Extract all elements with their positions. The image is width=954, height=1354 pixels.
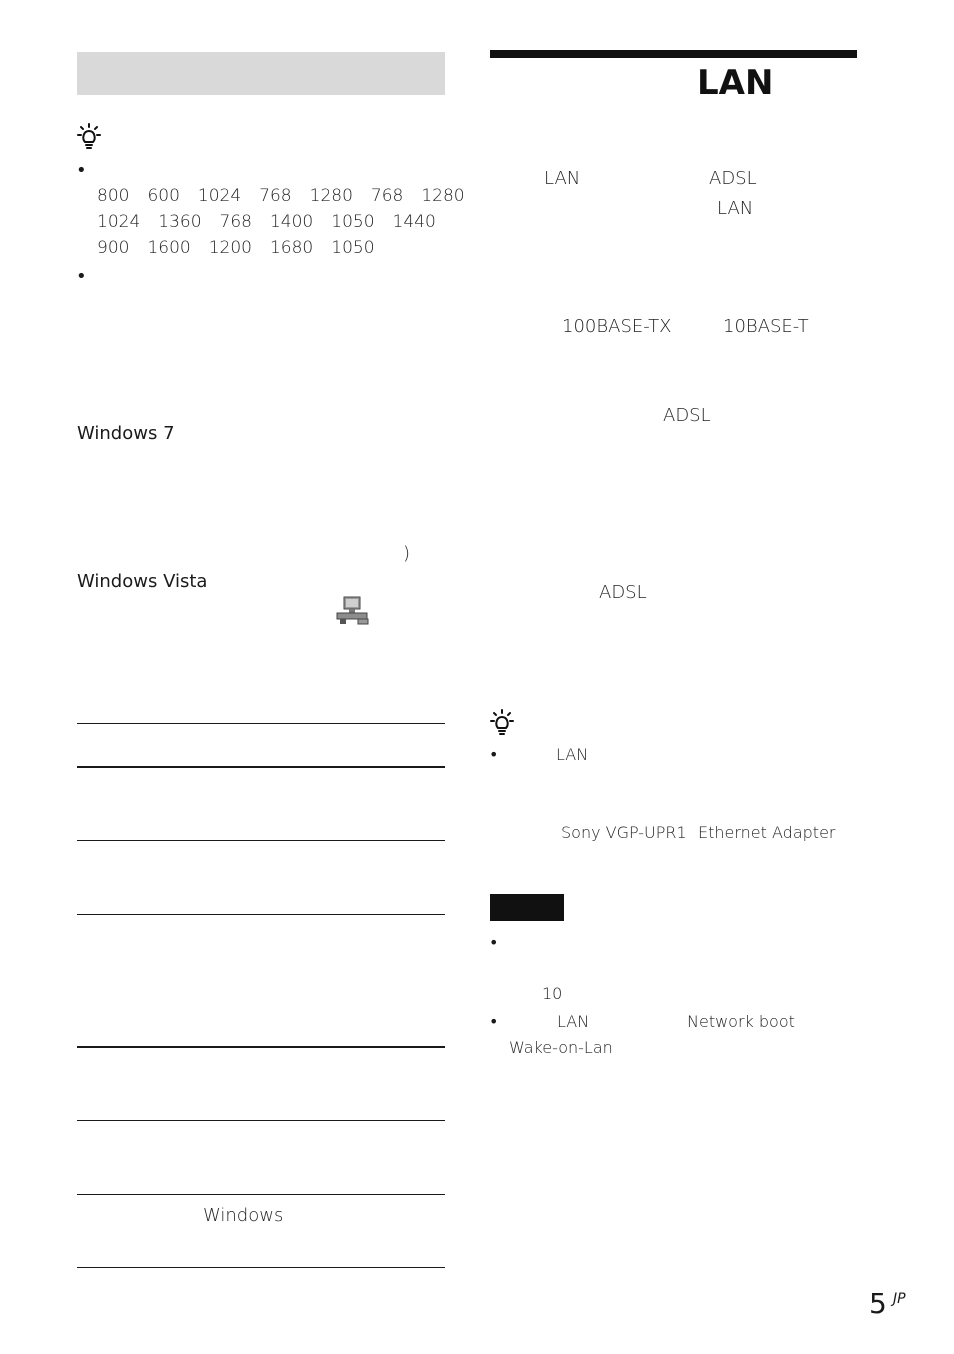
section-title-rule xyxy=(490,50,857,58)
notes-label-box xyxy=(490,894,564,921)
table-rule xyxy=(77,1046,445,1048)
ethernet-spec-10: 10BASE-T xyxy=(723,316,809,337)
resolution-row-2 xyxy=(97,212,436,233)
list-bullet xyxy=(76,160,87,182)
res-value: 1680 xyxy=(269,238,314,258)
section-title: LAN xyxy=(697,63,774,103)
table-rule xyxy=(77,723,445,724)
res-value: 1200 xyxy=(208,238,252,258)
ethernet-adapter-text: Ethernet Adapter xyxy=(698,823,836,842)
windows-vista-label: Windows Vista xyxy=(77,571,208,592)
res-value: 1280 xyxy=(309,186,353,206)
lightbulb-icon xyxy=(77,122,101,150)
table-rule xyxy=(77,1267,445,1268)
ethernet-spec-100: 100BASE-TX xyxy=(562,316,672,337)
res-value: 600 xyxy=(147,186,180,206)
res-value: 1050 xyxy=(331,238,375,258)
res-value: 1024 xyxy=(97,212,141,232)
wake-on-lan-text: Wake-on-Lan xyxy=(509,1038,613,1057)
res-value: 1360 xyxy=(158,212,202,232)
sony-adapter-text: Sony VGP-UPR1 xyxy=(561,823,687,842)
table-rule xyxy=(77,1120,445,1121)
paren-close: ) xyxy=(403,543,411,564)
lightbulb-icon xyxy=(490,708,514,736)
number-10: 10 xyxy=(542,984,563,1003)
res-value: 1024 xyxy=(197,186,242,206)
adsl-text: ADSL xyxy=(599,582,647,603)
adsl-text: ADSL xyxy=(709,168,757,189)
page-lang: JP xyxy=(893,1291,906,1307)
res-value: 768 xyxy=(259,186,292,206)
network-connection-icon xyxy=(336,596,370,626)
lan-text: LAN xyxy=(544,168,581,189)
table-rule xyxy=(77,1194,445,1195)
res-value: 1280 xyxy=(421,186,465,206)
lan-text: LAN xyxy=(717,198,754,219)
res-value: 1440 xyxy=(392,212,436,232)
res-value: 800 xyxy=(97,186,130,206)
windows-label: Windows xyxy=(203,1205,284,1226)
page-number: 5 xyxy=(869,1287,887,1320)
list-bullet xyxy=(489,933,498,953)
res-value: 1400 xyxy=(269,212,314,232)
res-value: 1600 xyxy=(147,238,191,258)
adsl-text: ADSL xyxy=(663,405,711,426)
res-value: 768 xyxy=(370,186,404,206)
list-bullet xyxy=(489,1012,498,1032)
network-boot-text: Network boot xyxy=(687,1012,795,1031)
lan-text: LAN xyxy=(557,1012,590,1031)
res-value: 768 xyxy=(219,212,252,232)
lan-text: LAN xyxy=(556,745,589,764)
table-rule xyxy=(77,840,445,841)
resolution-row-3 xyxy=(97,238,375,259)
list-bullet xyxy=(489,745,498,765)
windows7-label: Windows 7 xyxy=(77,423,175,444)
table-rule xyxy=(77,914,445,915)
list-bullet xyxy=(76,266,87,288)
table-rule xyxy=(77,766,445,768)
res-value: 900 xyxy=(97,238,130,258)
res-value: 1050 xyxy=(331,212,375,232)
section-header-bar xyxy=(77,52,445,95)
resolution-row-1 xyxy=(97,186,465,207)
